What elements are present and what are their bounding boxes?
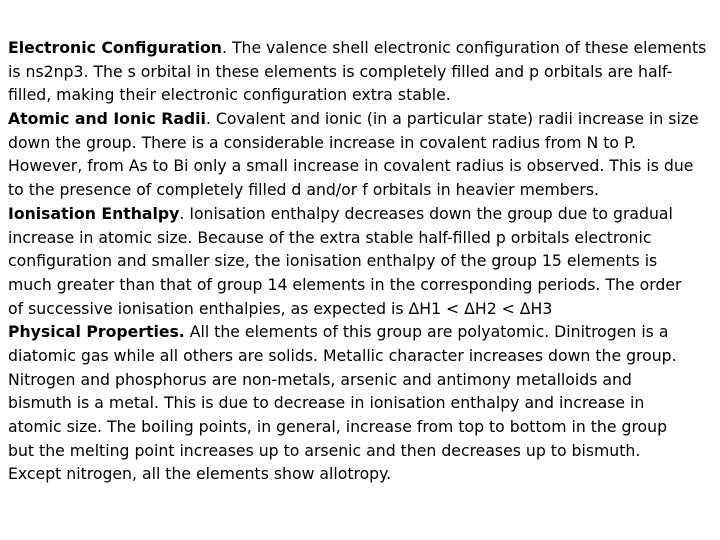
text-line: [8, 320, 714, 344]
text-line: [8, 439, 714, 463]
text-line: [8, 368, 714, 392]
line-text: atomic size. The boiling points, in general, increase from top to bottom in the group: [8, 417, 668, 436]
text-line: [8, 391, 714, 415]
line-text: is ns2np3. The s orbital in these elements is completely filled and p orbitals are half-: [8, 61, 673, 81]
line-text: bismuth is a metal. This is due to decrease in ionisation enthalpy and increase in: [8, 393, 645, 413]
document-body: [8, 36, 714, 486]
text-line: [8, 36, 714, 60]
line-text: configuration and smaller size, the ionisation enthalpy of the group 15 elements is: [8, 251, 658, 271]
line-text: filled, making their electronic configuration extra stable.: [8, 85, 451, 105]
line-text: but the melting point increases up to arsenic and then decreases up to bismuth.: [8, 440, 641, 460]
line-text: diatomic gas while all others are solids. Metallic character increases down the group.: [8, 345, 677, 365]
text-line: [8, 83, 714, 107]
section-heading-atomic-ionic-radii: Atomic and Ionic Radii: [8, 109, 206, 129]
text-line: [8, 462, 714, 486]
text-line: [8, 202, 714, 226]
line-text: increase in atomic size. Because of the extra stable half-filled p orbitals electronic: [8, 227, 652, 247]
line-text: . Ionisation enthalpy decreases down the group due to gradual: [179, 203, 673, 223]
section-heading-ionisation-enthalpy: Ionisation Enthalpy: [8, 203, 180, 223]
text-line: [8, 249, 714, 273]
line-text: down the group. There is a considerable increase in covalent radius from N to P.: [8, 132, 636, 152]
line-text: . The valence shell electronic configuration of these elements: [221, 38, 707, 57]
line-text: to the presence of completely filled d and/or f orbitals in heavier members.: [8, 180, 600, 200]
line-text: All the elements of this group are polyatomic. Dinitrogen is a: [184, 322, 669, 342]
text-line: [8, 415, 714, 439]
text-line: [8, 273, 714, 297]
line-text: of successive ionisation enthalpies, as expected is ΔH1 < ΔH2 < ΔH3: [8, 298, 553, 318]
section-heading-physical-properties: Physical Properties.: [8, 322, 185, 342]
text-line: [8, 131, 714, 155]
line-text: Nitrogen and phosphorus are non-metals, arsenic and antimony metalloids and: [8, 369, 632, 389]
text-line: [8, 297, 714, 321]
text-line: [8, 226, 714, 250]
text-line: [8, 60, 714, 84]
line-text: . Covalent and ionic (in a particular state) radii increase in size: [205, 109, 699, 129]
text-line: [8, 344, 714, 368]
line-text: Except nitrogen, all the elements show allotropy.: [8, 464, 392, 484]
section-heading-electronic-configuration: Electronic Configuration: [8, 38, 222, 57]
line-text: However, from As to Bi only a small increase in covalent radius is observed. This is due: [8, 156, 694, 176]
line-text: much greater than that of group 14 elements in the corresponding periods. The order: [8, 274, 682, 294]
text-line: [8, 178, 714, 202]
text-line: [8, 107, 714, 131]
text-line: [8, 154, 714, 178]
